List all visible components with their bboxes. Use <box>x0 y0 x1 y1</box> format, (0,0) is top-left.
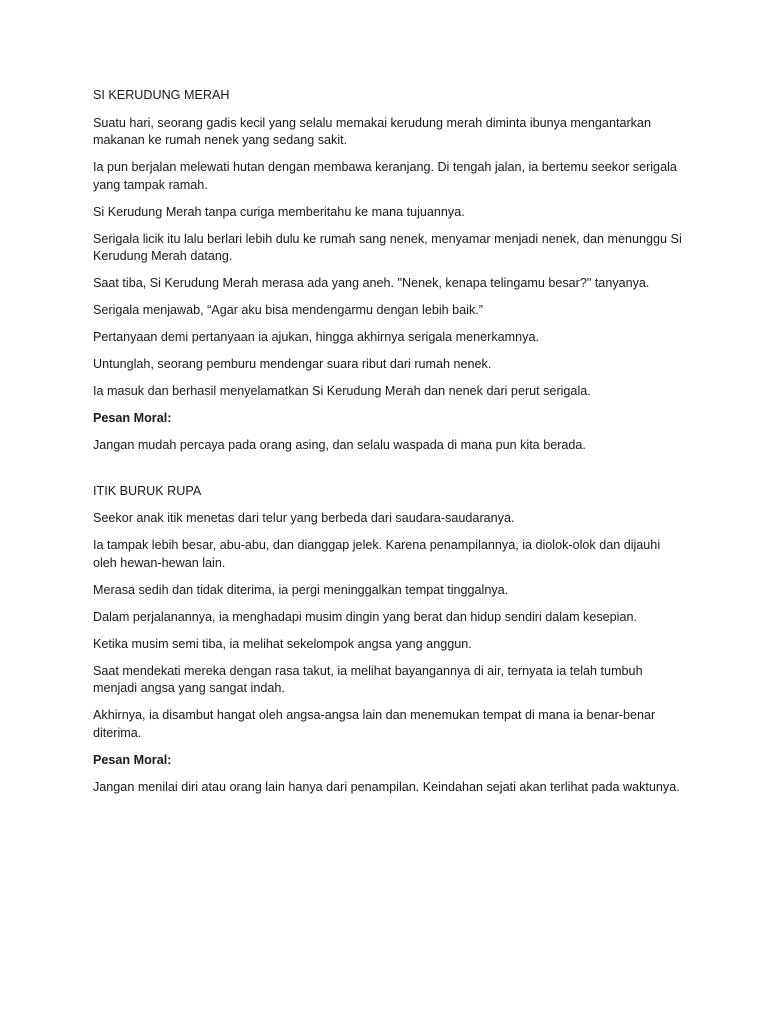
moral-heading: Pesan Moral: <box>93 752 172 767</box>
story-title: ITIK BURUK RUPA <box>93 483 202 498</box>
story-paragraph: Saat mendekati mereka dengan rasa takut, ia melihat bayangannya di air, ternyata ia telah tumbuh menjadi angsa yang sangat indah. <box>93 663 643 695</box>
story-paragraph: Merasa sedih dan tidak diterima, ia pergi meninggalkan tempat tinggalnya. <box>93 582 509 597</box>
story-paragraph: Seekor anak itik menetas dari telur yang berbeda dari saudara-saudaranya. <box>93 511 515 525</box>
story-paragraph: Pertanyaan demi pertanyaan ia ajukan, hingga akhirnya serigala menerkamnya. <box>93 330 539 344</box>
story-si-kerudung-merah <box>93 87 683 455</box>
story-itik-buruk-rupa <box>93 483 683 797</box>
story-paragraph: Si Kerudung Merah tanpa curiga memberitahu ke mana tujuannya. <box>93 204 465 219</box>
document-page <box>93 87 683 796</box>
story-paragraph: Ia pun berjalan melewati hutan dengan membawa keranjang. Di tengah jalan, ia bertemu seekor serigala yang tampak ramah. <box>93 160 677 192</box>
story-paragraph: Serigala menjawab, “Agar aku bisa mendengarmu dengan lebih baik.” <box>93 303 483 317</box>
story-paragraph: Untunglah, seorang pemburu mendengar suara ribut dari rumah nenek. <box>93 357 492 371</box>
story-paragraph: Suatu hari, seorang gadis kecil yang selalu memakai kerudung merah diminta ibunya mengantarkan makanan ke rumah nenek yang sedang sakit. <box>93 115 651 147</box>
story-paragraph: Saat tiba, Si Kerudung Merah merasa ada yang aneh. "Nenek, kenapa telingamu besar?" tanyanya. <box>93 276 650 290</box>
story-title: SI KERUDUNG MERAH <box>93 88 230 102</box>
moral-text: Jangan mudah percaya pada orang asing, dan selalu waspada di mana pun kita berada. <box>93 438 586 452</box>
story-paragraph: Akhirnya, ia disambut hangat oleh angsa-angsa lain dan menemukan tempat di mana ia benar-benar diterima. <box>93 708 656 740</box>
story-paragraph: Ketika musim semi tiba, ia melihat sekelompok angsa yang anggun. <box>93 636 472 651</box>
story-paragraph: Serigala licik itu lalu berlari lebih dulu ke rumah sang nenek, menyamar menjadi nenek, dan menunggu Si Kerudung Merah datang. <box>93 231 682 263</box>
story-paragraph: Ia masuk dan berhasil menyelamatkan Si Kerudung Merah dan nenek dari perut serigala. <box>93 384 591 398</box>
moral-text: Jangan menilai diri atau orang lain hanya dari penampilan. Keindahan sejati akan terlihat pada waktunya. <box>93 779 680 794</box>
story-paragraph: Ia tampak lebih besar, abu-abu, dan dianggap jelek. Karena penampilannya, ia diolok-olok dan dijauhi oleh hewan-hewan lain. <box>93 538 661 570</box>
story-paragraph: Dalam perjalanannya, ia menghadapi musim dingin yang berat dan hidup sendiri dalam kesepian. <box>93 609 637 624</box>
moral-heading: Pesan Moral: <box>93 411 172 425</box>
